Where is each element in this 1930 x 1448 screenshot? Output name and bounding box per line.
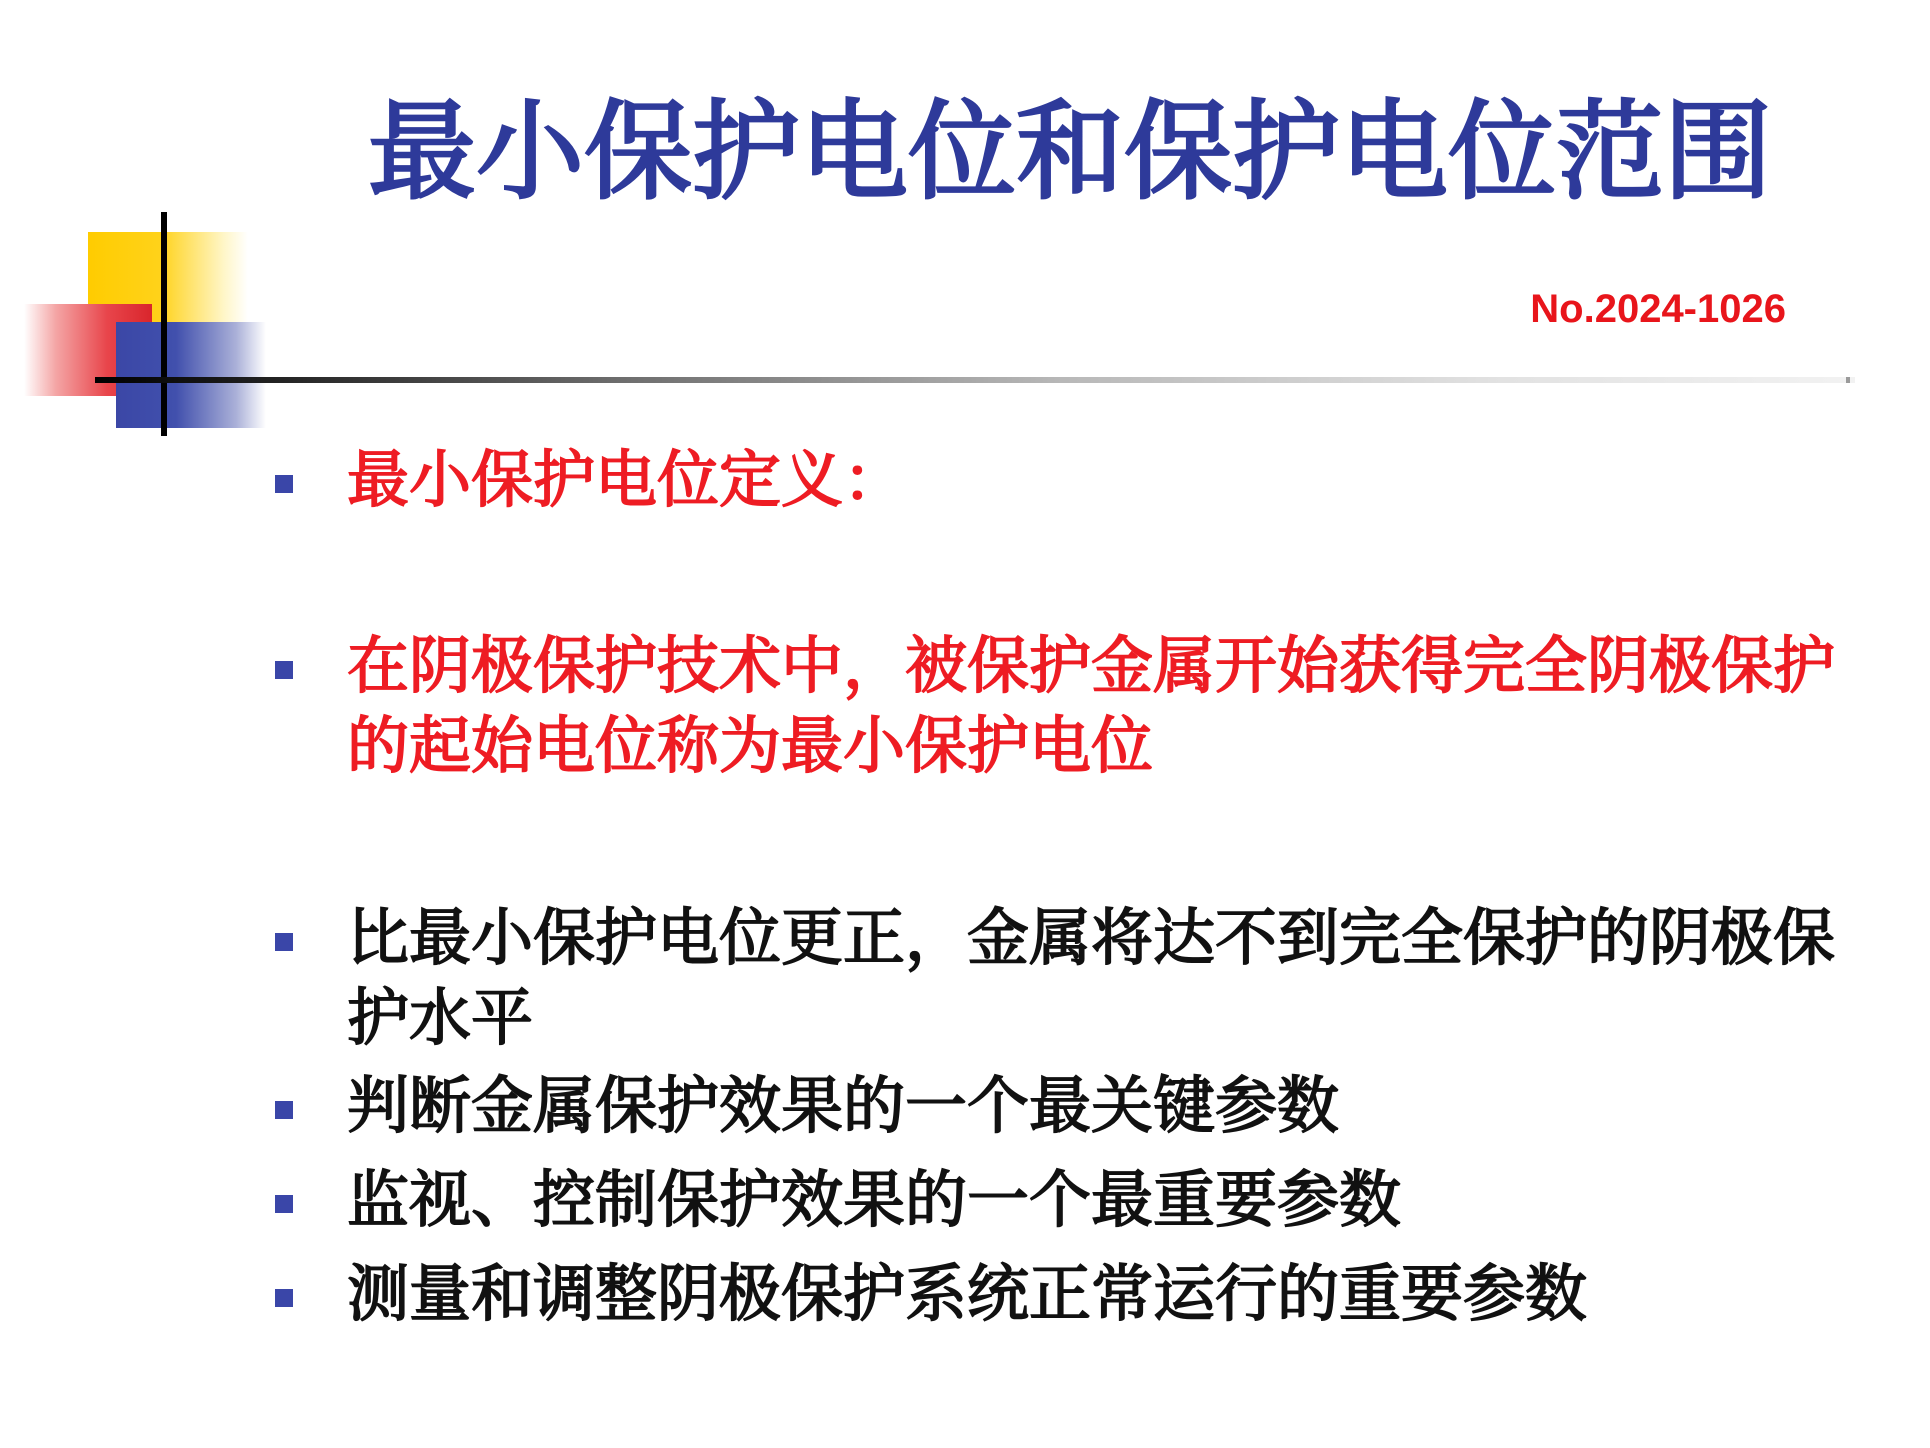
bullet-text: 比最小保护电位更正，金属将达不到完全保护的阴极保护水平	[347, 901, 1836, 1054]
bullet-text: 判断金属保护效果的一个最关键参数	[347, 1069, 1340, 1142]
bullet-square-icon	[275, 1289, 293, 1307]
decorative-blue-square	[116, 322, 266, 428]
bullet-square-icon	[275, 1101, 293, 1119]
bullet-square-icon	[275, 475, 293, 493]
bullet-square-icon	[275, 1195, 293, 1213]
bullet-square-icon	[275, 933, 293, 951]
bullet-text: 测量和调整阴极保护系统正常运行的重要参数	[347, 1257, 1588, 1330]
bullet-text: 在阴极保护技术中，被保护金属开始获得完全阴极保护的起始电位称为最小保护电位	[347, 629, 1836, 782]
bullet-text: 监视、控制保护效果的一个最重要参数	[347, 1163, 1402, 1236]
bullet-text: 最小保护电位定义：	[347, 443, 906, 516]
divider-end-mark	[1846, 377, 1850, 383]
decorative-vertical-line	[161, 212, 167, 436]
title-divider-line	[95, 377, 1855, 383]
bullet-square-icon	[275, 661, 293, 679]
document-number: No.2024-1026	[1530, 287, 1786, 331]
slide-title: 最小保护电位和保护电位范围	[368, 90, 1773, 215]
